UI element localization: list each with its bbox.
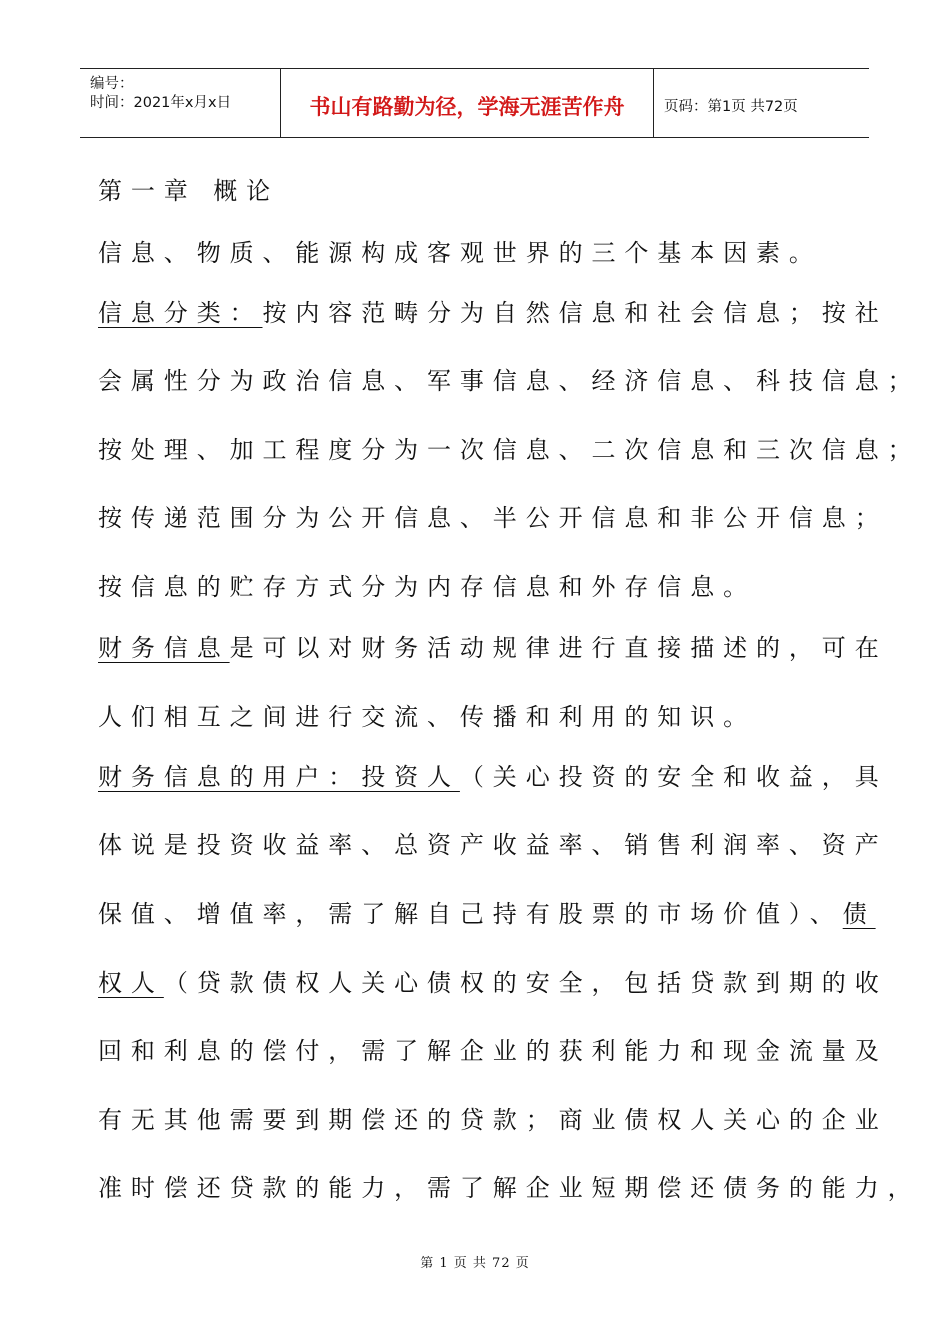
document-header [80, 68, 869, 138]
term-label: 财务信息 [98, 634, 230, 662]
paragraph-line [98, 298, 888, 328]
paragraph-line: 会属性分为政治信息、军事信息、经济信息、科技信息； [98, 367, 921, 395]
paragraph-line: 有无其他需要到期偿还的贷款；商业债权人关心的企业 [98, 1106, 888, 1134]
term-label: 信息分类： [98, 299, 263, 327]
paragraph-text: （贷款债权人关心债权的安全，包括贷款到期的收 [163, 969, 888, 997]
paragraph-text: 是可以对财务活动规律进行直接描述的，可在 [229, 634, 888, 662]
paragraph-line: 人们相互之间进行交流、传播和利用的知识。 [98, 703, 756, 731]
paragraph-line: 按信息的贮存方式分为内存信息和外存信息。 [98, 573, 756, 601]
header-page-number: 页码：第1页 共72页 [664, 99, 798, 115]
header-meta-cell [80, 69, 281, 137]
paragraph-line: 回和利息的偿付，需了解企业的获利能力和现金流量及 [98, 1037, 888, 1065]
paragraph-text: （关心投资的安全和收益，具 [459, 763, 888, 791]
paragraph-line [98, 899, 876, 929]
paragraph-line: 按处理、加工程度分为一次信息、二次信息和三次信息； [98, 436, 921, 464]
term-label: 权人 [98, 969, 164, 997]
header-motto-cell [281, 69, 654, 137]
header-page-cell [654, 69, 869, 137]
paragraph-text: 按内容范畴分为自然信息和社会信息；按社 [262, 299, 888, 327]
serial-number-label: 编号： [90, 76, 134, 92]
paragraph-line: 按传递范围分为公开信息、半公开信息和非公开信息； [98, 504, 888, 532]
paragraph-line [98, 968, 888, 998]
footer-page-number: 第 1 页 共 72 页 [420, 1256, 530, 1271]
paragraph-line [98, 633, 888, 663]
term-label: 债 [842, 900, 876, 928]
chapter-title: 第一章 概论 [98, 177, 280, 205]
paragraph-line: 准时偿还贷款的能力，需了解企业短期偿还债务的能力， [98, 1174, 921, 1202]
paragraph-text: 保值、增值率，需了解自己持有股票的市场价值）、 [98, 900, 843, 928]
date-label: 时间：2021年x月x日 [90, 95, 232, 111]
paragraph-line: 体说是投资收益率、总资产收益率、销售利润率、资产 [98, 831, 888, 859]
paragraph-line: 信息、物质、能源构成客观世界的三个基本因素。 [98, 239, 822, 267]
term-label: 财务信息的用户：投资人 [98, 763, 460, 791]
paragraph-line [98, 762, 888, 792]
motto-text: 书山有路勤为径，学海无涯苦作舟 [309, 95, 625, 119]
